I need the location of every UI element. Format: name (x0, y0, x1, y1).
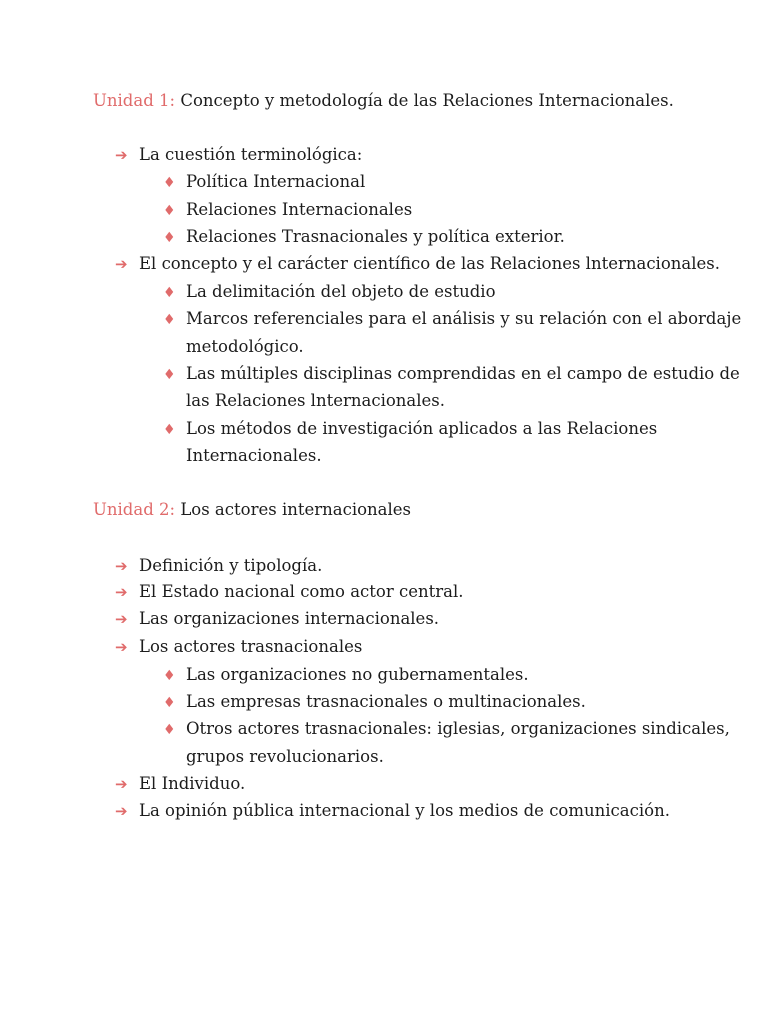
sub-list-item-text: metodológico. (186, 337, 304, 356)
list-item-text: El Estado nacional como actor central. (139, 582, 464, 601)
arrow-icon: ➔ (115, 146, 128, 164)
sub-list-item (163, 223, 565, 252)
sub-list-item (163, 715, 730, 744)
sub-list-item (163, 305, 741, 334)
unit-2-heading (93, 498, 411, 522)
list-item-text: Las organizaciones internacionales. (139, 609, 440, 628)
list-item (115, 250, 720, 278)
sub-list-item (163, 661, 529, 690)
diamond-icon: ♦ (163, 695, 176, 711)
diamond-icon: ♦ (163, 668, 176, 684)
sub-list-item-text: Relaciones Trasnacionales y política exterior. (186, 227, 565, 246)
sub-list-item (163, 168, 365, 197)
diamond-icon: ♦ (163, 367, 176, 383)
list-item-text: Los actores trasnacionales (139, 637, 363, 656)
list-item (115, 578, 463, 606)
arrow-icon: ➔ (115, 802, 128, 820)
arrow-icon: ➔ (115, 557, 128, 575)
arrow-icon: ➔ (115, 583, 128, 601)
list-item (115, 797, 670, 825)
sub-list-item-text: Política Internacional (186, 172, 366, 191)
sub-list-item-text: Relaciones Internacionales (186, 200, 413, 219)
sub-list-item (163, 196, 412, 225)
sub-list-item-text: grupos revolucionarios. (186, 747, 384, 766)
diamond-icon: ♦ (163, 422, 176, 438)
sub-list-item-text: La delimitación del objeto de estudio (186, 282, 496, 301)
sub-list-item-text: las Relaciones lnternacionales. (186, 391, 446, 410)
sub-list-item-text: Las organizaciones no gubernamentales. (186, 665, 529, 684)
diamond-icon: ♦ (163, 285, 176, 301)
unit-1-heading (93, 89, 674, 113)
unit-2-label: Unidad 2: (93, 500, 176, 519)
sub-list-item (163, 415, 657, 444)
diamond-icon: ♦ (163, 203, 176, 219)
unit-1-label: Unidad 1: (93, 91, 176, 110)
diamond-icon: ♦ (163, 175, 176, 191)
diamond-icon: ♦ (163, 230, 176, 246)
list-item (115, 552, 322, 580)
sub-list-item-text: Los métodos de investigación aplicados a las Relaciones (186, 419, 658, 438)
sub-list-item-continuation (186, 387, 445, 414)
sub-list-item-text: Otros actores trasnacionales: iglesias, organizaciones sindicales, (186, 719, 730, 738)
sub-list-item-continuation (186, 333, 304, 360)
list-item-text: La opinión pública internacional y los medios de comunicación. (139, 801, 670, 820)
list-item (115, 141, 362, 169)
arrow-icon: ➔ (115, 255, 128, 273)
list-item-text: El Individuo. (139, 774, 246, 793)
diamond-icon: ♦ (163, 312, 176, 328)
sub-list-item (163, 360, 740, 389)
sub-list-item-text: Las empresas trasnacionales o multinacionales. (186, 692, 586, 711)
sub-list-item-text: Las múltiples disciplinas comprendidas en el campo de estudio de (186, 364, 740, 383)
arrow-icon: ➔ (115, 638, 128, 656)
sub-list-item-text: Marcos referenciales para el análisis y su relación con el abordaje (186, 309, 742, 328)
list-item (115, 770, 245, 798)
unit-2-title: Los actores internacionales (180, 500, 412, 519)
list-item-text: El concepto y el carácter científico de las Relaciones lnternacionales. (139, 254, 720, 273)
sub-list-item (163, 688, 586, 717)
list-item-text: La cuestión terminológica: (139, 145, 363, 164)
list-item-text: Definición y tipología. (139, 556, 323, 575)
sub-list-item-text: Internacionales. (186, 446, 322, 465)
arrow-icon: ➔ (115, 610, 128, 628)
diamond-icon: ♦ (163, 722, 176, 738)
sub-list-item-continuation (186, 743, 384, 770)
sub-list-item (163, 278, 496, 307)
list-item (115, 605, 439, 633)
unit-1-title: Concepto y metodología de las Relaciones Internacionales. (180, 91, 674, 110)
arrow-icon: ➔ (115, 775, 128, 793)
sub-list-item-continuation (186, 442, 322, 469)
list-item (115, 633, 362, 661)
